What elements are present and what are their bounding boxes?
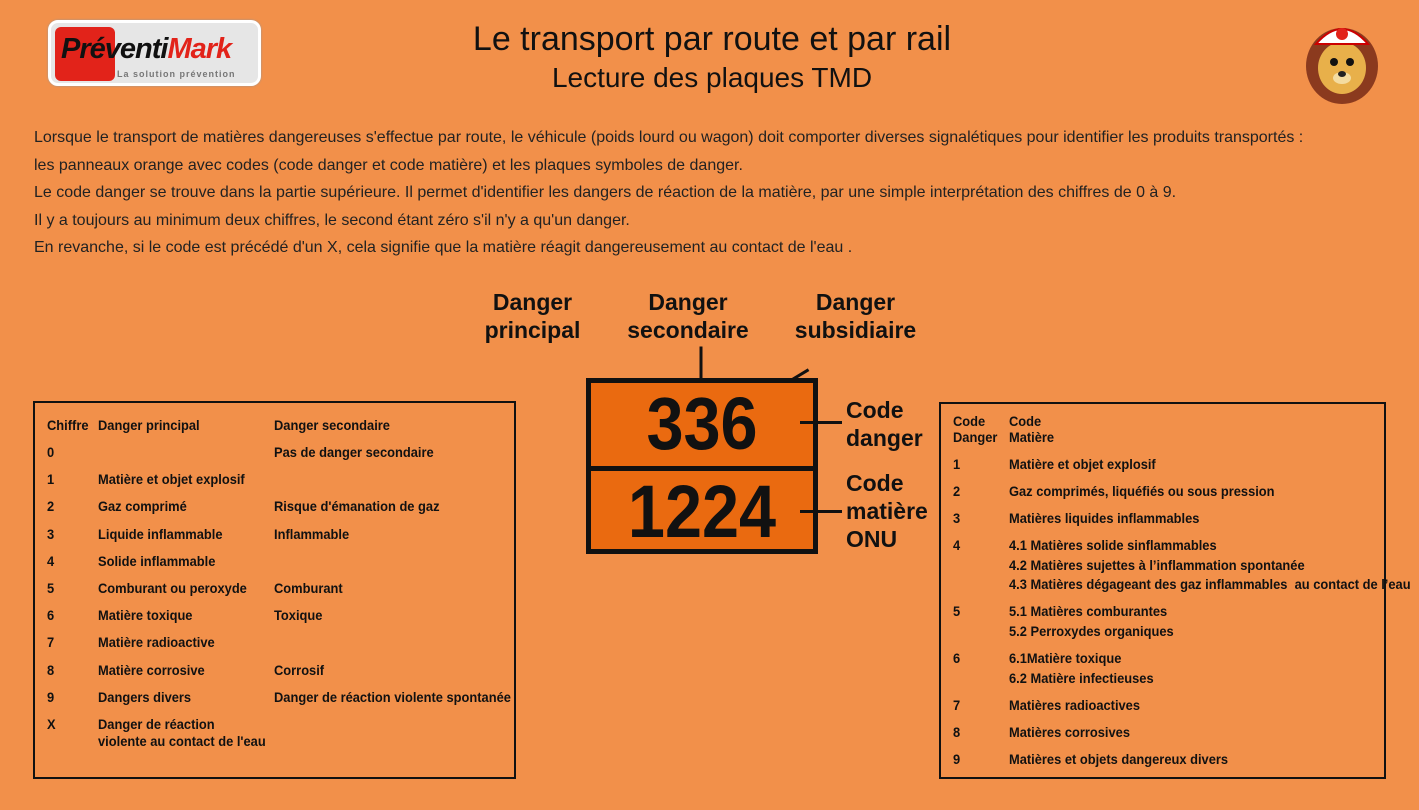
table-cell: 3 [953, 510, 961, 526]
table-cell: 6 [47, 607, 55, 624]
table-cell: Solide inflammable [98, 552, 216, 569]
table-cell: 9 [47, 688, 55, 705]
table-cell: Liquide inflammable [98, 525, 223, 542]
table-cell: 5 [47, 580, 55, 596]
table-cell: Corrosif [274, 661, 325, 678]
table-cell: 4.1 Matières solide sinflammables 4.2 Matières sujettes à l’inflammation spontanée 4.3 Matières dégageant des gaz inflammables au contact de l’eau [1009, 537, 1411, 592]
table-cell: Comburant [274, 580, 343, 596]
table-cell: Gaz comprimés, liquéfiés ou sous pression [1009, 483, 1275, 499]
intro-line: Il y a toujours au minimum deux chiffres, le second étant zéro s'il n'y a qu'un danger. [34, 211, 630, 229]
table-cell: 9 [953, 751, 961, 767]
page-subtitle: Lecture des plaques TMD [551, 62, 873, 93]
table-header: Code Matière [1009, 413, 1055, 445]
table-header: Danger principal [98, 417, 200, 433]
table-cell: 3 [47, 525, 55, 542]
table-cell: 6 [953, 650, 961, 666]
table-cell: 2 [953, 483, 961, 499]
table-cell: Matière toxique [98, 607, 193, 624]
material-code-table [939, 402, 1411, 779]
table-cell: 1 [47, 471, 55, 488]
pointer-line [800, 421, 842, 424]
table-cell: 5.1 Matières comburantes 5.2 Perroxydes organiques [1009, 603, 1174, 639]
table-cell: Gaz comprimé [98, 498, 187, 515]
table-cell: 1 [953, 456, 961, 472]
plate-code-danger: 336 [646, 382, 758, 465]
table-cell: Comburant ou peroxyde [98, 580, 247, 596]
danger-digit-table [33, 401, 516, 779]
table-cell: 5 [953, 603, 961, 619]
table-header: Chiffre [47, 417, 89, 433]
table-cell: Matières et objets dangereux divers [1009, 751, 1229, 767]
table-cell: 7 [953, 697, 961, 713]
label-danger-subsidiaire: Danger subsidiaire [794, 289, 917, 343]
table-cell: 2 [47, 498, 55, 515]
table-cell: 6.1Matière toxique 6.2 Matière infectieuses [1009, 650, 1154, 686]
label-code-matiere: Code matière ONU [846, 470, 928, 552]
table-cell: Matière et objet explosif [1009, 456, 1156, 472]
intro-line: Lorsque le transport de matières dangereuses s'effectue par route, le véhicule (poids lourd ou wagon) doit comporter diverses signalétiques pour identifier les produits transportés : [34, 129, 1304, 146]
table-cell: Risque d'émanation de gaz [274, 498, 440, 515]
table-cell: Danger de réaction violente au contact de l'eau [98, 716, 266, 749]
logo-brand-part1: Préventi [61, 33, 168, 65]
label-danger-principal: Danger principal [484, 289, 581, 343]
table-cell: Dangers divers [98, 688, 192, 705]
table-cell: Matières corrosives [1009, 724, 1131, 740]
table-cell: 4 [953, 537, 961, 553]
table-cell: Matières radioactives [1009, 697, 1141, 713]
table-cell: Toxique [274, 607, 323, 624]
table-cell: Matière et objet explosif [98, 471, 245, 488]
table-cell: Matières liquides inflammables [1009, 510, 1200, 526]
table-cell: Danger de réaction violente spontanée [274, 688, 511, 705]
page-title: Le transport par route et par rail [472, 20, 952, 58]
table-cell: Pas de danger secondaire [274, 444, 434, 460]
label-danger-secondaire: Danger secondaire [627, 289, 749, 343]
intro-line: En revanche, si le code est précédé d'un X, cela signifie que la matière réagit dangereusement au contact de l'eau . [34, 239, 853, 256]
table-header: Code Danger [953, 413, 998, 445]
intro-line: Le code danger se trouve dans la partie supérieure. Il permet d'identifier les dangers de réaction de la matière, par une simple interprétation des chiffres de 0 à 9. [34, 184, 1177, 201]
label-code-danger: Code danger [846, 397, 923, 451]
table-cell: Matière radioactive [98, 634, 215, 651]
pointer-line [800, 510, 842, 513]
table-cell: 0 [47, 444, 55, 460]
logo-brand-part2: Mark [167, 33, 232, 65]
table-cell: X [47, 716, 56, 732]
table-header: Danger secondaire [274, 417, 390, 433]
table-cell: Matière corrosive [98, 661, 205, 678]
plate-code-matiere: 1224 [627, 470, 777, 553]
logo-tagline: La solution prévention [117, 69, 236, 79]
table-cell: 8 [953, 724, 961, 740]
table-cell: 8 [47, 661, 55, 678]
table-cell: 4 [47, 552, 55, 569]
intro-line: les panneaux orange avec codes (code danger et code matière) et les plaques symboles de danger. [34, 156, 743, 174]
intro-text [34, 124, 1303, 262]
table-cell: Inflammable [274, 525, 350, 542]
table-cell: 7 [47, 634, 55, 651]
lion-mascot-icon [1302, 14, 1382, 106]
hazard-plate [586, 378, 818, 554]
